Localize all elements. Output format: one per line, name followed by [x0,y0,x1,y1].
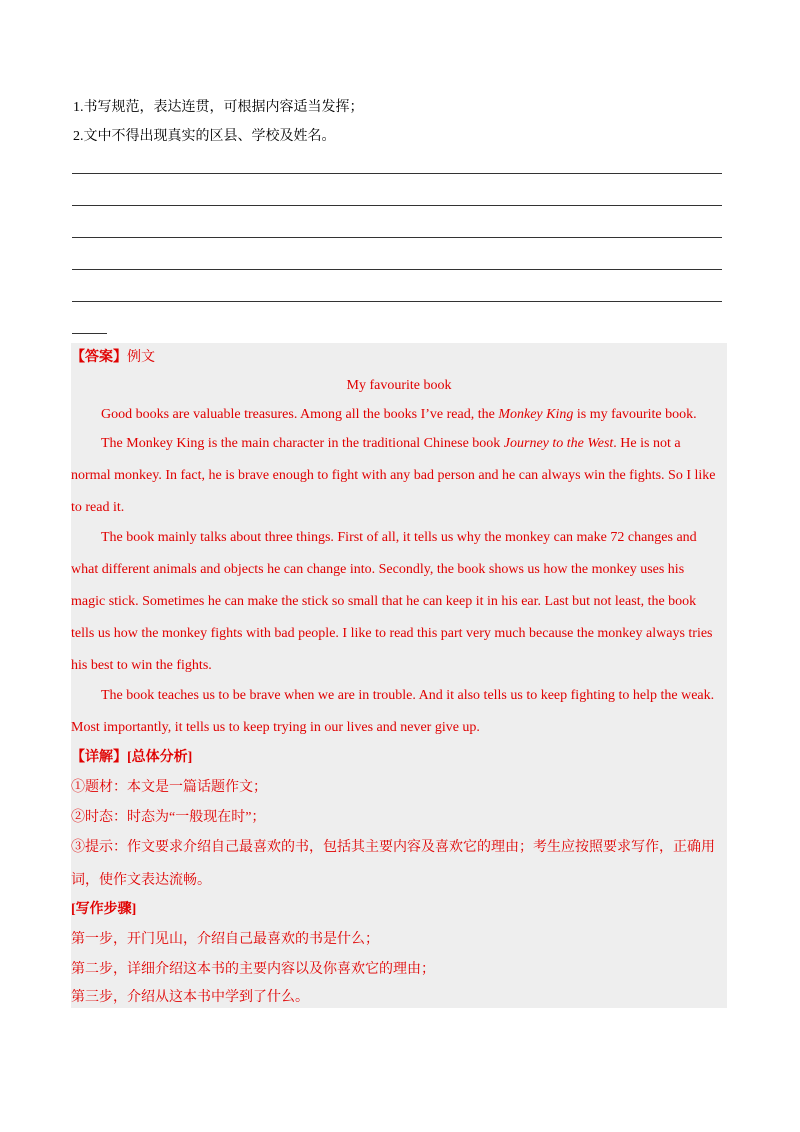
explanation-bracket: 【详解】 [71,750,127,765]
answer-section [71,343,727,1008]
analysis-heading: [总体分析] [127,750,193,765]
essay-paragraph-4-line-2: Most importantly, it tells us to keep trying in our lives and never give up. [71,720,480,735]
analysis-item-2: ②时态：时态为“一般现在时”； [71,810,266,825]
writing-line-3 [72,237,722,238]
p1-book-name: Monkey King [498,407,574,422]
essay-paragraph-3-line-3: magic stick. Sometimes he can make the stick so small that he can keep it in his ear. Last but not least, the book [71,594,697,609]
essay-paragraph-4-line-1: The book teaches us to be brave when we are in trouble. And it also tells us to keep fighting to help the weak. [101,688,715,703]
essay-paragraph-1 [101,405,697,425]
p2-book-name: Journey to the West [503,436,614,451]
answer-label [71,348,155,368]
essay-title: My favourite book [346,378,452,393]
analysis-item-3-cont: 词，使作文表达流畅。 [71,873,211,888]
p1-text-c: is my favourite book. [573,407,697,422]
explanation-label [71,748,192,768]
steps-heading: [写作步骤] [71,902,137,917]
answer-label-bracket: 【答案】 [71,350,127,365]
essay-paragraph-3-line-1: The book mainly talks about three things. First of all, it tells us why the monkey can make 72 changes and [101,530,697,545]
essay-paragraph-3-line-4: tells us how the monkey fights with bad people. I like to read this part very much because the monkey always tries [71,626,713,641]
p1-text-a: Good books are valuable treasures. Among all the books I’ve read, the [101,407,499,422]
essay-paragraph-3-line-5: his best to win the fights. [71,658,212,673]
analysis-item-1: ①题材：本文是一篇话题作文； [71,780,267,795]
requirement-2: 2.文中不得出现真实的区县、学校及姓名。 [73,129,336,144]
p2-text-c: . He is not a [613,436,681,451]
writing-line-1 [72,173,722,174]
requirement-1: 1.书写规范，表达连贯，可根据内容适当发挥； [73,100,364,115]
essay-paragraph-3-line-2: what different animals and objects he can change into. Secondly, the book shows us how the monkey uses his [71,562,685,577]
essay-paragraph-2-line-2: normal monkey. In fact, he is brave enough to fight with any bad person and he can always win the fights. So I like [71,468,716,483]
answer-label-text: 例文 [127,350,155,365]
p2-text-a: The Monkey King is the main character in the traditional Chinese book [101,436,504,451]
writing-line-4 [72,269,722,270]
step-1: 第一步，开门见山，介绍自己最喜欢的书是什么； [71,932,379,947]
step-2: 第二步，详细介绍这本书的主要内容以及你喜欢它的理由； [71,962,435,977]
essay-paragraph-2-line-3: to read it. [71,500,125,515]
writing-line-2 [72,205,722,206]
essay-paragraph-2-line-1 [101,434,681,454]
step-3: 第三步，介绍从这本书中学到了什么。 [71,990,309,1005]
writing-line-short [72,333,107,334]
writing-line-5 [72,301,722,302]
analysis-item-3: ③提示：作文要求介绍自己最喜欢的书，包括其主要内容及喜欢它的理由；考生应按照要求写作，正确用 [71,840,715,855]
